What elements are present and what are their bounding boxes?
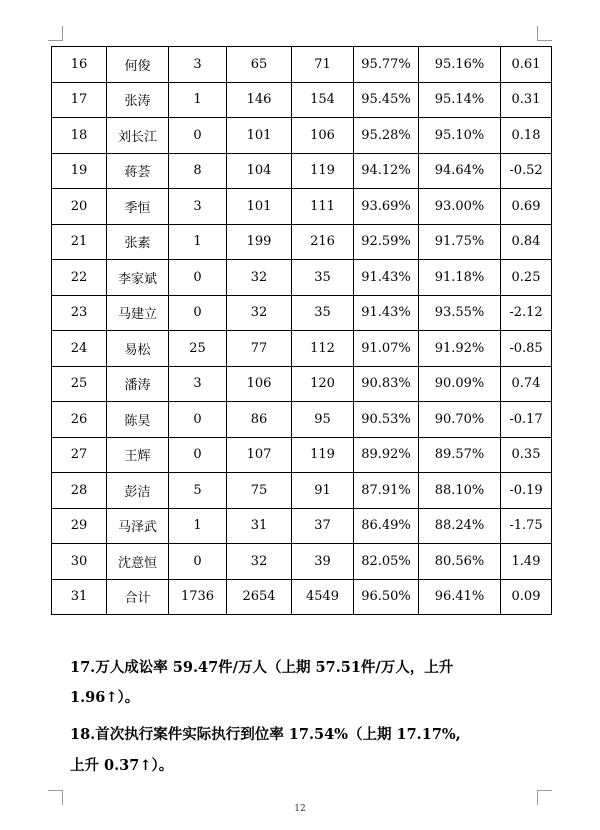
col3-cell: 3 <box>169 189 227 225</box>
col5-cell: 71 <box>292 47 354 83</box>
col4-cell: 199 <box>227 224 292 260</box>
rank-cell: 29 <box>52 508 107 544</box>
rank-cell: 26 <box>52 402 107 438</box>
col5-cell: 119 <box>292 437 354 473</box>
name-cell: 马泽武 <box>107 508 169 544</box>
col4-cell: 77 <box>227 331 292 367</box>
rate-current-cell: 91.07% <box>354 331 419 367</box>
table-row <box>52 402 552 438</box>
col5-cell: 95 <box>292 402 354 438</box>
change-cell: 0.74 <box>501 366 552 402</box>
col5-cell: 4549 <box>292 579 354 615</box>
col3-cell: 25 <box>169 331 227 367</box>
table-row <box>52 437 552 473</box>
rate-current-cell: 91.43% <box>354 295 419 331</box>
rate-current-cell: 95.28% <box>354 118 419 154</box>
name-cell: 季恒 <box>107 189 169 225</box>
rate-previous-cell: 93.55% <box>419 295 501 331</box>
col5-cell: 154 <box>292 82 354 118</box>
name-cell: 张素 <box>107 224 169 260</box>
change-cell: 0.25 <box>501 260 552 296</box>
change-cell: 0.35 <box>501 437 552 473</box>
table-row <box>52 260 552 296</box>
rate-current-cell: 94.12% <box>354 153 419 189</box>
col3-cell: 0 <box>169 437 227 473</box>
col5-cell: 35 <box>292 260 354 296</box>
col3-cell: 0 <box>169 118 227 154</box>
table-row <box>52 366 552 402</box>
col5-cell: 37 <box>292 508 354 544</box>
table-row <box>52 189 552 225</box>
table-row <box>52 473 552 509</box>
table-row <box>52 224 552 260</box>
ranking-table <box>51 46 552 615</box>
rate-current-cell: 93.69% <box>354 189 419 225</box>
rank-cell: 19 <box>52 153 107 189</box>
rank-cell: 21 <box>52 224 107 260</box>
rank-cell: 25 <box>52 366 107 402</box>
change-cell: -2.12 <box>501 295 552 331</box>
change-cell: -0.52 <box>501 153 552 189</box>
rate-current-cell: 92.59% <box>354 224 419 260</box>
rank-cell: 23 <box>52 295 107 331</box>
col3-cell: 1 <box>169 82 227 118</box>
rate-previous-cell: 91.92% <box>419 331 501 367</box>
rate-previous-cell: 90.70% <box>419 402 501 438</box>
change-cell: 0.69 <box>501 189 552 225</box>
col4-cell: 31 <box>227 508 292 544</box>
col3-cell: 0 <box>169 260 227 296</box>
col4-cell: 32 <box>227 544 292 580</box>
rate-current-cell: 89.92% <box>354 437 419 473</box>
crop-mark-top-right <box>537 26 552 41</box>
table-row <box>52 118 552 154</box>
col4-cell: 101 <box>227 118 292 154</box>
change-cell: -0.85 <box>501 331 552 367</box>
name-cell: 王辉 <box>107 437 169 473</box>
rate-previous-cell: 95.16% <box>419 47 501 83</box>
rate-current-cell: 87.91% <box>354 473 419 509</box>
col4-cell: 32 <box>227 295 292 331</box>
change-cell: 1.49 <box>501 544 552 580</box>
rank-cell: 30 <box>52 544 107 580</box>
rate-current-cell: 90.53% <box>354 402 419 438</box>
rate-previous-cell: 96.41% <box>419 579 501 615</box>
col3-cell: 8 <box>169 153 227 189</box>
col3-cell: 5 <box>169 473 227 509</box>
col4-cell: 65 <box>227 47 292 83</box>
col4-cell: 107 <box>227 437 292 473</box>
table-row <box>52 579 552 615</box>
col3-cell: 1 <box>169 224 227 260</box>
name-cell: 刘长江 <box>107 118 169 154</box>
col3-cell: 0 <box>169 544 227 580</box>
col3-cell: 0 <box>169 402 227 438</box>
rate-previous-cell: 91.18% <box>419 260 501 296</box>
rate-current-cell: 91.43% <box>354 260 419 296</box>
rank-cell: 24 <box>52 331 107 367</box>
table-row <box>52 544 552 580</box>
name-cell: 张涛 <box>107 82 169 118</box>
table-row <box>52 295 552 331</box>
col4-cell: 86 <box>227 402 292 438</box>
rate-current-cell: 96.50% <box>354 579 419 615</box>
crop-mark-bottom-right <box>537 790 552 805</box>
rate-previous-cell: 95.14% <box>419 82 501 118</box>
name-cell: 易松 <box>107 331 169 367</box>
change-cell: -0.19 <box>501 473 552 509</box>
paragraph-18-line-2: 上升 0.37↑）。 <box>70 757 174 774</box>
page-number: 12 <box>294 804 306 814</box>
rate-current-cell: 90.83% <box>354 366 419 402</box>
name-cell: 潘涛 <box>107 366 169 402</box>
table-row <box>52 331 552 367</box>
col5-cell: 111 <box>292 189 354 225</box>
change-cell: 0.84 <box>501 224 552 260</box>
rate-current-cell: 95.77% <box>354 47 419 83</box>
rate-previous-cell: 80.56% <box>419 544 501 580</box>
name-cell: 何俊 <box>107 47 169 83</box>
col4-cell: 146 <box>227 82 292 118</box>
rank-cell: 17 <box>52 82 107 118</box>
rate-current-cell: 86.49% <box>354 508 419 544</box>
col4-cell: 106 <box>227 366 292 402</box>
col3-cell: 0 <box>169 295 227 331</box>
col3-cell: 1736 <box>169 579 227 615</box>
rank-cell: 31 <box>52 579 107 615</box>
rate-previous-cell: 89.57% <box>419 437 501 473</box>
col5-cell: 120 <box>292 366 354 402</box>
rank-cell: 20 <box>52 189 107 225</box>
col5-cell: 216 <box>292 224 354 260</box>
name-cell: 合计 <box>107 579 169 615</box>
col5-cell: 35 <box>292 295 354 331</box>
col4-cell: 75 <box>227 473 292 509</box>
change-cell: -1.75 <box>501 508 552 544</box>
col4-cell: 32 <box>227 260 292 296</box>
col4-cell: 101 <box>227 189 292 225</box>
rate-previous-cell: 95.10% <box>419 118 501 154</box>
rank-cell: 27 <box>52 437 107 473</box>
col3-cell: 1 <box>169 508 227 544</box>
table-row <box>52 508 552 544</box>
name-cell: 陈昊 <box>107 402 169 438</box>
rate-current-cell: 82.05% <box>354 544 419 580</box>
change-cell: 0.61 <box>501 47 552 83</box>
rank-cell: 22 <box>52 260 107 296</box>
rate-current-cell: 95.45% <box>354 82 419 118</box>
name-cell: 沈意恒 <box>107 544 169 580</box>
col5-cell: 119 <box>292 153 354 189</box>
name-cell: 彭洁 <box>107 473 169 509</box>
change-cell: 0.18 <box>501 118 552 154</box>
name-cell: 李家斌 <box>107 260 169 296</box>
col5-cell: 106 <box>292 118 354 154</box>
col5-cell: 39 <box>292 544 354 580</box>
paragraph-18-line-1: 18.首次执行案件实际执行到位率 17.54%（上期 17.17%, <box>70 726 461 743</box>
change-cell: -0.17 <box>501 402 552 438</box>
col3-cell: 3 <box>169 366 227 402</box>
col5-cell: 112 <box>292 331 354 367</box>
table-row <box>52 153 552 189</box>
rank-cell: 18 <box>52 118 107 154</box>
rate-previous-cell: 91.75% <box>419 224 501 260</box>
rate-previous-cell: 94.64% <box>419 153 501 189</box>
rate-previous-cell: 90.09% <box>419 366 501 402</box>
rate-previous-cell: 88.10% <box>419 473 501 509</box>
col4-cell: 104 <box>227 153 292 189</box>
rate-previous-cell: 88.24% <box>419 508 501 544</box>
paragraph-17-line-2: 1.96↑）。 <box>70 689 140 706</box>
paragraph-17-line-1: 17.万人成讼率 59.47件/万人（上期 57.51件/万人，上升 <box>70 659 454 676</box>
table-body <box>52 47 552 615</box>
rank-cell: 16 <box>52 47 107 83</box>
change-cell: 0.09 <box>501 579 552 615</box>
name-cell: 蒋荟 <box>107 153 169 189</box>
change-cell: 0.31 <box>501 82 552 118</box>
col5-cell: 91 <box>292 473 354 509</box>
name-cell: 马建立 <box>107 295 169 331</box>
crop-mark-top-left <box>48 26 63 41</box>
table-row <box>52 47 552 83</box>
rate-previous-cell: 93.00% <box>419 189 501 225</box>
crop-mark-bottom-left <box>48 790 63 805</box>
table-row <box>52 82 552 118</box>
col4-cell: 2654 <box>227 579 292 615</box>
rank-cell: 28 <box>52 473 107 509</box>
col3-cell: 3 <box>169 47 227 83</box>
